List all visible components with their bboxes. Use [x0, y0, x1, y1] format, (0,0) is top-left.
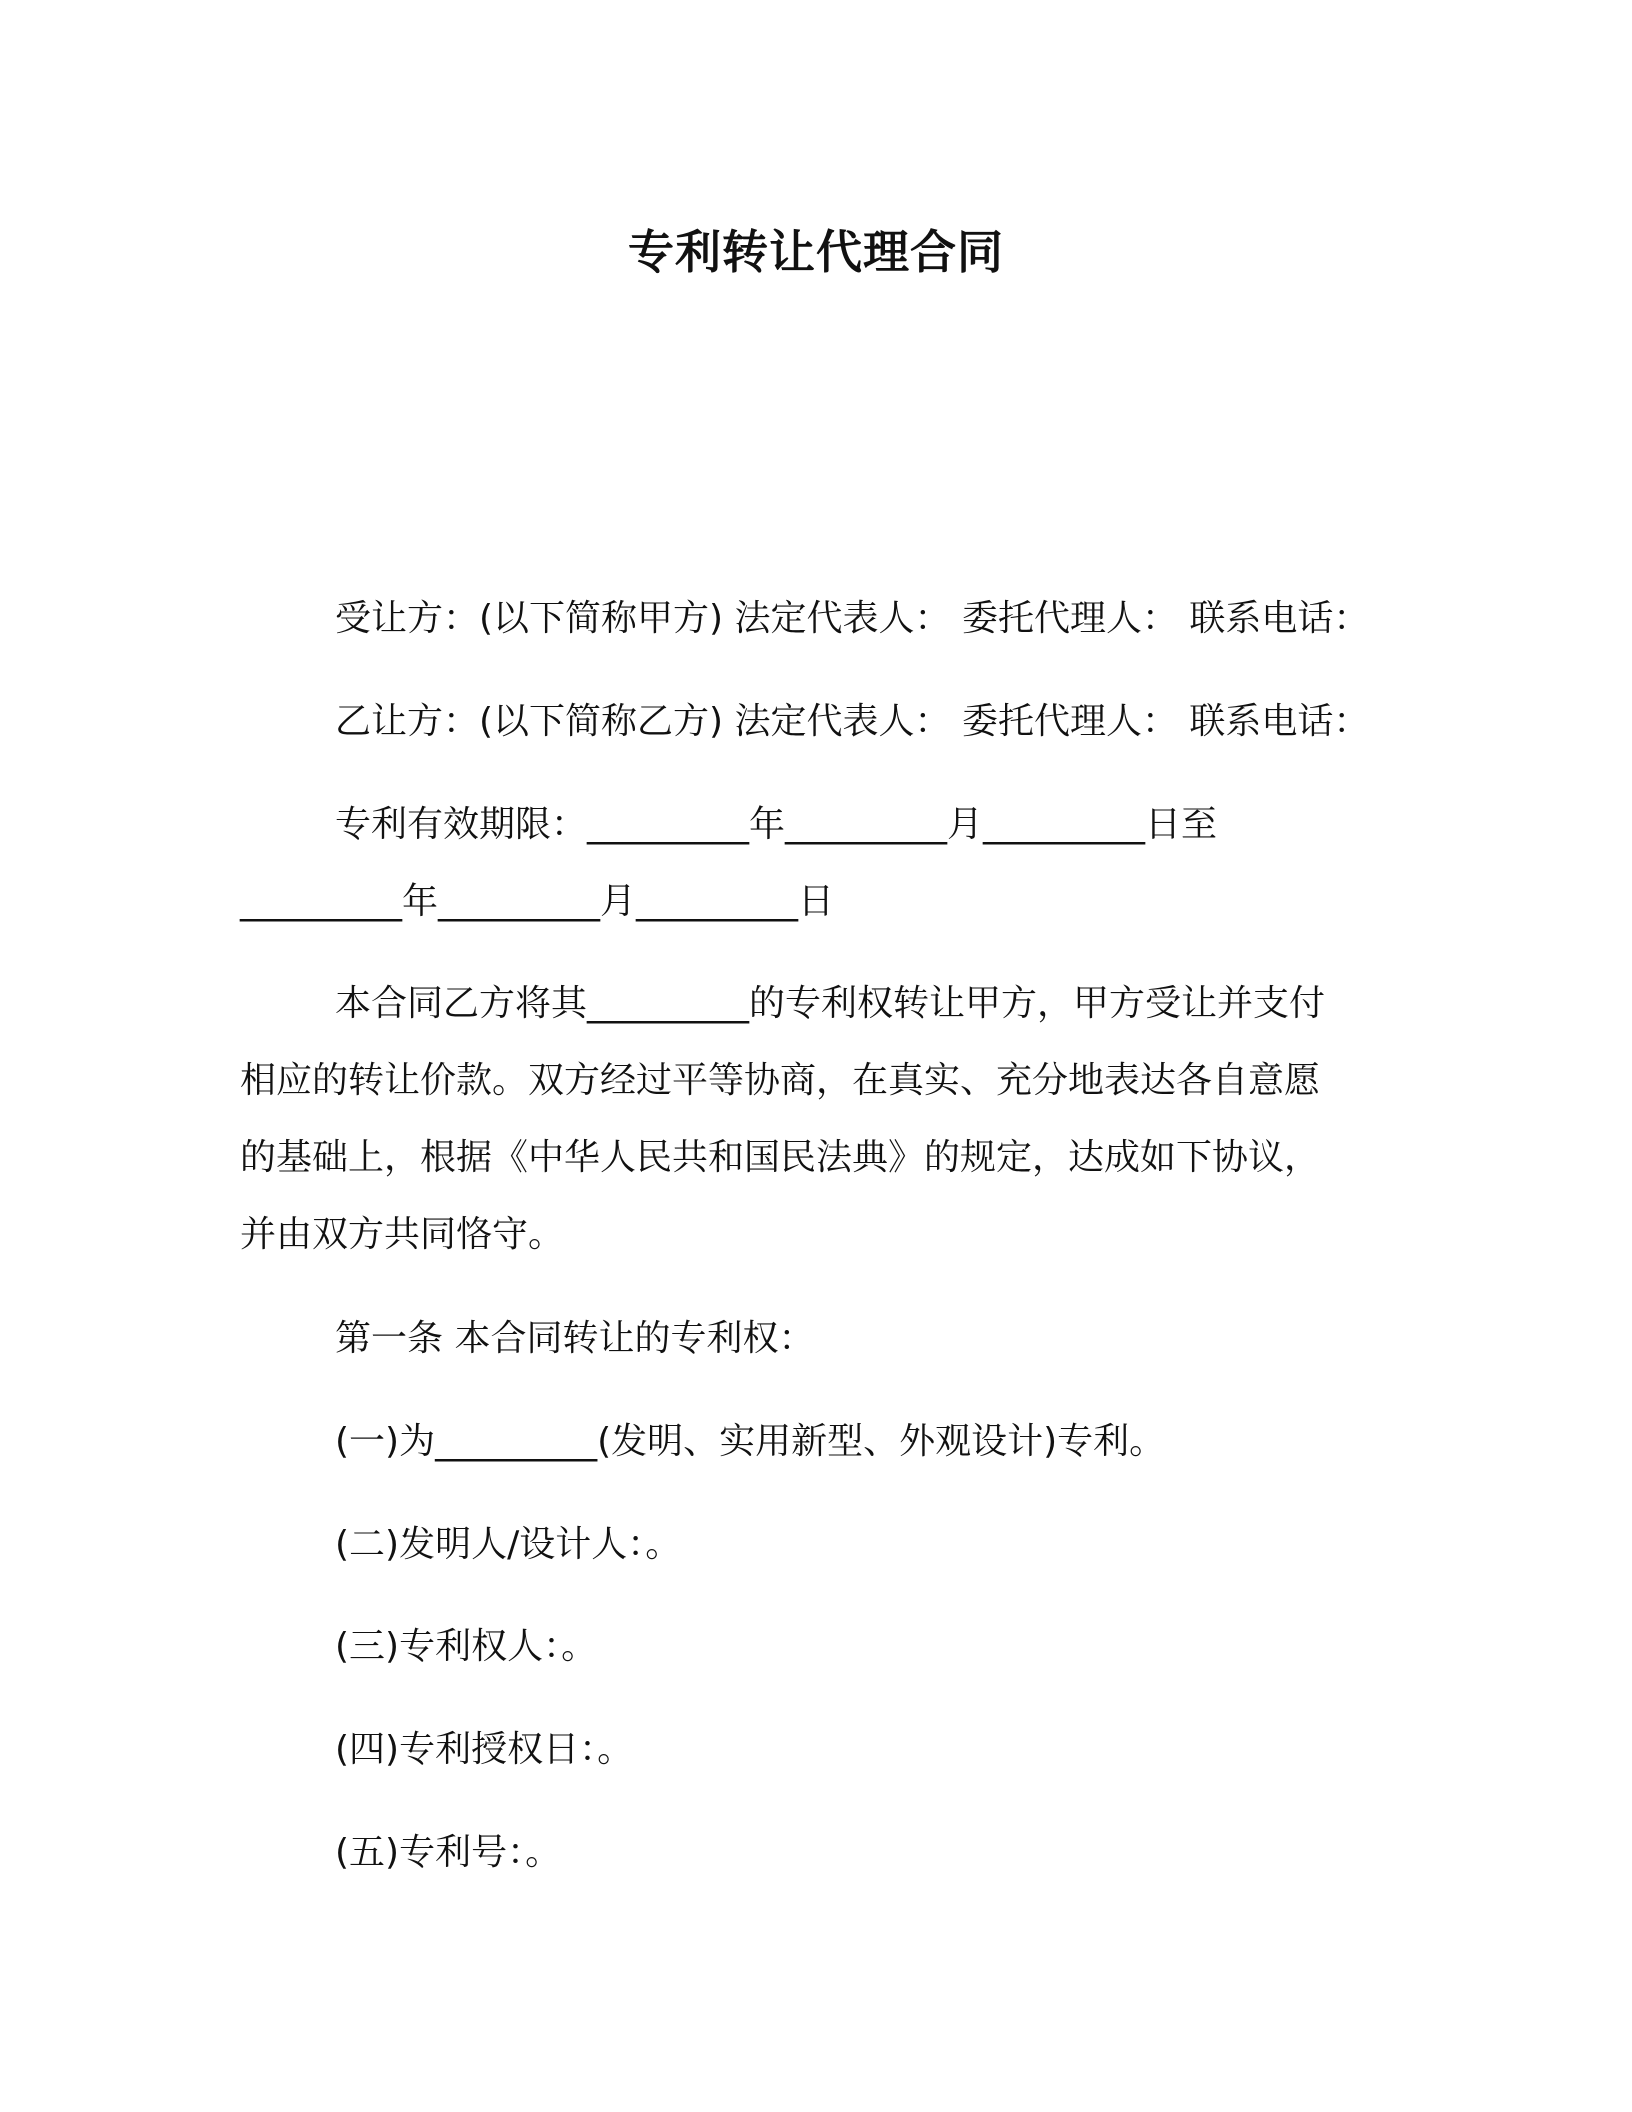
- preamble-line-3: 的基础上，根据《中华人民共和国民法典》的规定，达成如下协议，: [240, 1137, 1321, 1178]
- article1-item: (一)为_________(发明、实用新型、外观设计)专利。: [335, 1421, 1166, 1462]
- preamble-line-1: 本合同乙方将其_________的专利权转让甲方，甲方受让并支付: [335, 983, 1326, 1024]
- validity-line-2: _________年_________月_________日: [240, 881, 834, 922]
- document-title: 专利转让代理合同: [628, 225, 1004, 279]
- article1-item: (三)专利权人：。: [335, 1626, 598, 1667]
- assignee-line: 受让方：(以下简称甲方) 法定代表人： 委托代理人： 联系电话：: [335, 598, 1370, 639]
- article1-item: (五)专利号：。: [335, 1832, 562, 1873]
- validity-line-1: 专利有效期限：_________年_________月_________日至: [335, 804, 1218, 845]
- preamble-line-2: 相应的转让价款。双方经过平等协商，在真实、充分地表达各自意愿: [240, 1060, 1321, 1101]
- article1-item: (二)发明人/设计人：。: [335, 1524, 682, 1565]
- article1-item: (四)专利授权日：。: [335, 1729, 634, 1770]
- article1-heading: 第一条 本合同转让的专利权：: [335, 1318, 815, 1359]
- preamble-line-4: 并由双方共同恪守。: [240, 1214, 565, 1255]
- assignor-line: 乙让方：(以下简称乙方) 法定代表人： 委托代理人： 联系电话：: [335, 701, 1370, 742]
